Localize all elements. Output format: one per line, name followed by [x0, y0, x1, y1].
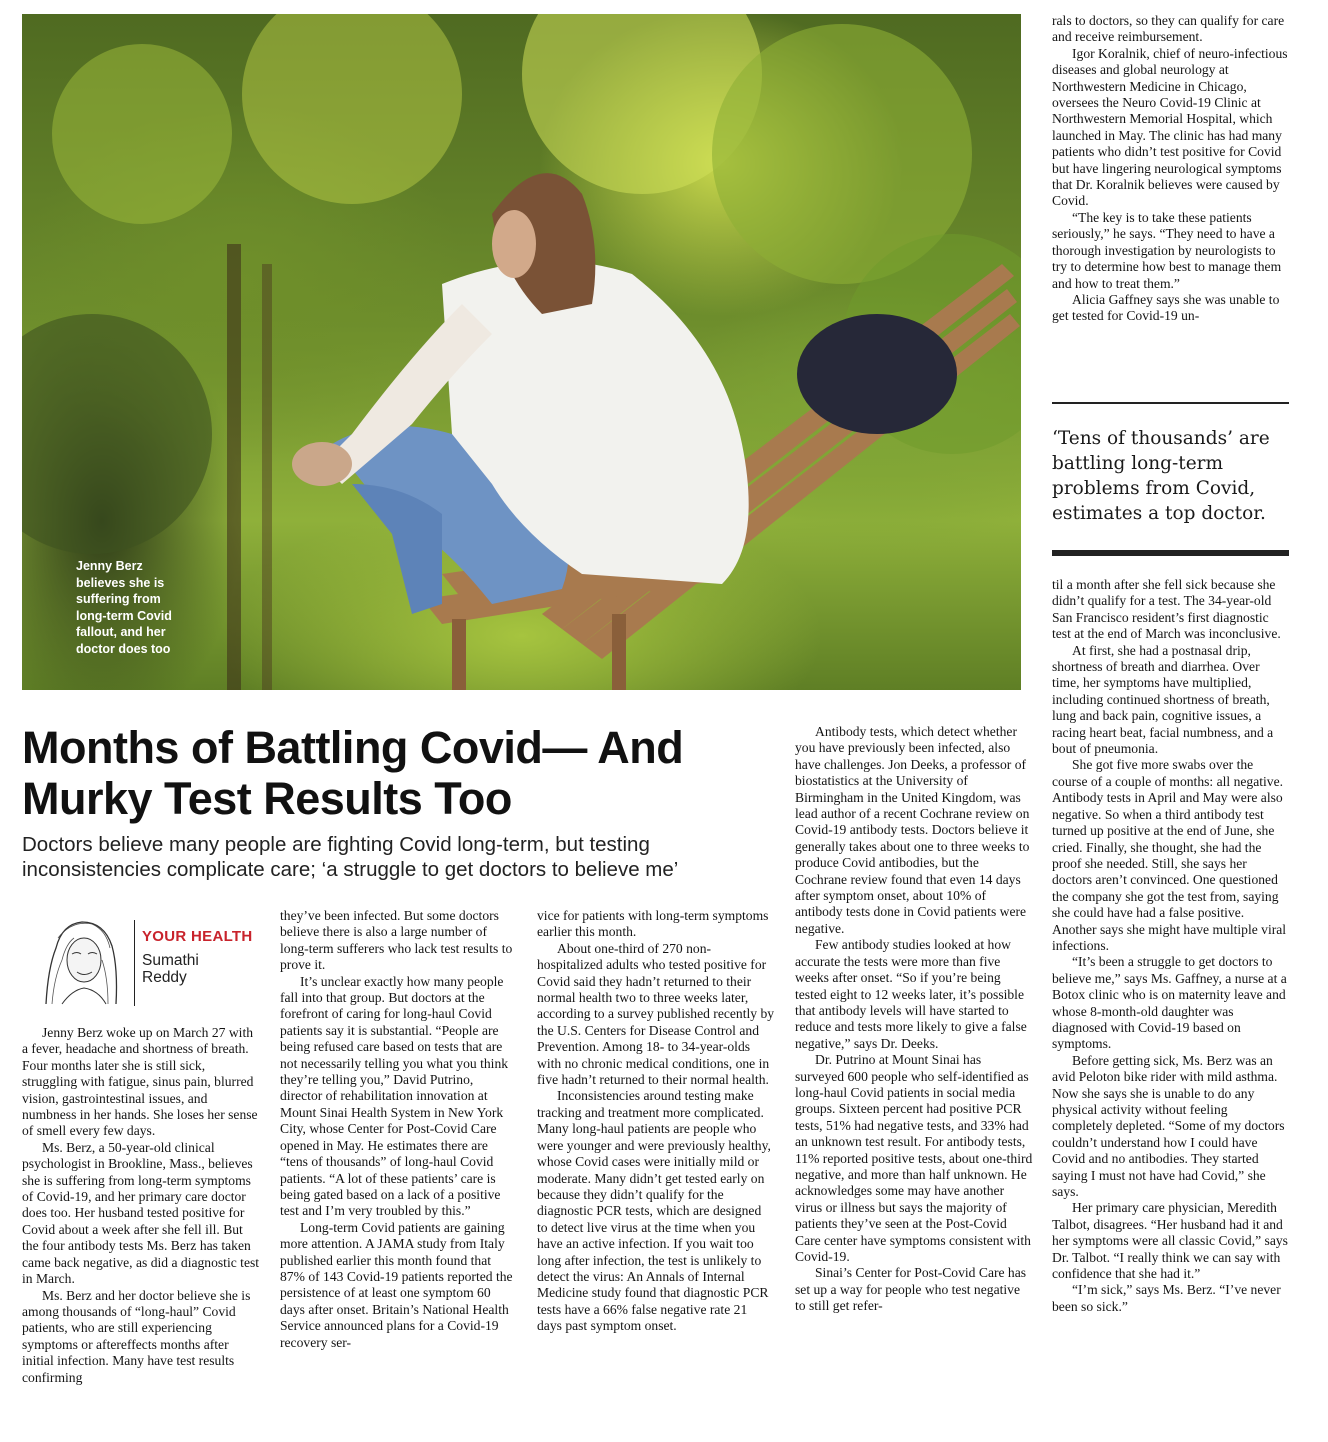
column-name: YOUR HEALTH: [142, 928, 253, 945]
byline-divider: [134, 920, 135, 1006]
paragraph: At first, she had a postnasal drip, shortness of breath and diarrhea. Over time, her symptoms have multiplied, including continued shortness of breath, lung and back pain, cognitive issues, a racing heart beat, facial numbness, and a bout of pneumonia.: [1052, 642, 1274, 757]
paragraph: Few antibody studies looked at how accurate the tests were more than five weeks after onset. “So if you’re being tested eight to 12 weeks later, it’s possible that antibody levels will have started to reduce and tests more likely to give a false negative,” says Dr. Deeks.: [795, 937, 1027, 1051]
paragraph: Ms. Berz, a 50-year-old clinical psychologist in Brookline, Mass., believes she is suffering from long-term symptoms of Covid-19, and her primary care doctor does too. Her husband tested positive for Covid about a week after she fell ill. But the four antibody tests Ms. Berz has taken came back negative, as did a diagnostic test in March.: [22, 1139, 260, 1287]
paragraph: Inconsistencies around testing make tracking and treatment more complicated. Many long-haul patients are people who were younger and were previously healthy, whose Covid cases were initially mild or moderate. Many didn’t get tested early on because they didn’t qualify for the diagnostic PCR tests, which are designed to detect live virus at the time when you have an active infection. If you wait too long after infection, the test is unlikely to detect the virus: An Annals of Internal Medicine study found that diagnostic PCR tests have a 66% false negative rate 21 days past symptom onset.: [537, 1088, 771, 1334]
paragraph: Antibody tests, which detect whether you have previously been infected, also have challenges. Jon Deeks, a professor of biostatistics at the University of Birmingham in the United Kingdom, was lead author of a recent Cochrane review on Covid-19 antibody tests. Doctors believe it generally takes about one to three weeks to produce Covid antibodies, but the Cochrane review found that even 14 days after symptom onset, about 10% of antibody tests done in Covid patients were negative.: [795, 724, 1030, 936]
pull-quote-bottom-rule: [1052, 550, 1289, 556]
body-column-4: [795, 724, 1033, 1315]
paragraph: Dr. Putrino at Mount Sinai has surveyed 600 people who self-identified as long-haul Covid patients in social media groups. Sixteen percent had positive PCR tests, 51% had negative tests, and 33% had an unknown test result. For antibody tests, 11% reported positive tests, about one-third negative, and more than half unknown. He acknowledges some may have another virus or illness but says the majority of patients they’ve seen at the Post-Covid Care center have symptoms consistent with Covid-19.: [795, 1052, 1033, 1264]
deck: Doctors believe many people are fighting Covid long-term, but testing inconsistencies complicate care; ‘a struggle to get doctors to believe me’: [22, 833, 679, 881]
paragraph: Before getting sick, Ms. Berz was an avid Peloton bike rider with mild asthma. Now she says she is unable to do any physical activity without feeling completely depleted. “Some of my doctors couldn’t understand how I could have Covid and no antibodies. They started saying I must not have had Covid,” she says.: [1052, 1052, 1285, 1200]
paragraph: Igor Koralnik, chief of neuro-infectious diseases and global neurology at Northwestern Medicine in Chicago, oversees the Neuro Covid-19 Clinic at Northwestern Memorial Hospital, which launched in May. The clinic has had many patients who didn’t test positive for Covid but have lingering neurological symptoms that Dr. Koralnik believes were caused by Covid.: [1052, 45, 1288, 209]
body-column-5-bottom: [1052, 577, 1290, 1315]
paragraph: “I’m sick,” says Ms. Berz. “I’ve never been so sick.”: [1052, 1282, 1281, 1314]
paragraph: Alicia Gaffney says she was unable to get tested for Covid-19 un-: [1052, 291, 1280, 324]
byline: [22, 908, 262, 1008]
pull-quote-top-rule: [1052, 402, 1289, 404]
paragraph: they’ve been infected. But some doctors believe there is also a large number of long-term sufferers who lack test results to prove it.: [280, 908, 513, 973]
paragraph: til a month after she fell sick because she didn’t qualify for a test. The 34-year-old San Francisco resident’s first diagnostic test at the end of March was inconclusive.: [1052, 577, 1281, 642]
body-column-5-top: [1052, 13, 1290, 325]
paragraph: Long-term Covid patients are gaining more attention. A JAMA study from Italy published earlier this month found that 87% of 143 Covid-19 patients reported the persistence of at least one symptom 60 days after onset. Britain’s National Health Service announced plans for a Covid-19 recovery ser-: [280, 1219, 513, 1350]
body-column-1: [22, 1025, 260, 1386]
paragraph: “It’s been a struggle to get doctors to believe me,” says Ms. Gaffney, a nurse at a Botox clinic who is on maternity leave and whose 8-month-old daughter was diagnosed with Covid-19 based on symptoms.: [1052, 954, 1287, 1052]
pull-quote: ‘Tens of thousands’ are battling long-term problems from Covid, estimates a top doctor.: [1052, 428, 1270, 524]
author-portrait-sketch: [22, 908, 130, 1006]
paragraph: Jenny Berz woke up on March 27 with a fever, headache and shortness of breath. Four months later she is still sick, struggling with fatigue, sinus pain, blurred vision, gastrointestinal issues, and numbness in her hands. She loses her sense of smell every few days.: [22, 1025, 258, 1139]
paragraph: It’s unclear exactly how many people fall into that group. But doctors at the forefront of caring for long-haul Covid patients say it is substantial. “People are being refused care based on tests that are not necessarily telling you what you think they’re telling you,” David Putrino, director of rehabilitation innovation at Mount Sinai Health System in New York City, whose Center for Post-Covid Care opened in May. He estimates there are “tens of thousands” of long-haul Covid patients. “A lot of these patients’ care is being gated based on a lack of a positive test and I’m very troubled by this.”: [280, 973, 509, 1219]
photo-caption: Jenny Berz believes she is suffering from long-term Covid fallout, and her doctor does too: [76, 559, 172, 656]
paragraph: Ms. Berz and her doctor believe she is among thousands of “long-haul” Covid patients, who are still experiencing symptoms or aftereffects months after initial infection. Many have test results confirming: [22, 1287, 251, 1385]
body-column-2: [280, 908, 518, 1351]
paragraph: Her primary care physician, Meredith Talbot, disagrees. “Her husband had it and her symptoms were all classic Covid,” says Dr. Talbot. “I really think we can say with confidence that she had it.”: [1052, 1200, 1288, 1282]
paragraph: “The key is to take these patients seriously,” he says. “They need to have a thorough investigation by neurologists to try to determine how best to manage them and how to treat them.”: [1052, 209, 1282, 291]
body-column-3: [537, 908, 775, 1335]
author-name: Sumathi Reddy: [142, 952, 199, 986]
article-photo: [22, 14, 1021, 690]
paragraph: About one-third of 270 non-hospitalized adults who tested positive for Covid said they hadn’t returned to their normal health two to three weeks later, according to a survey published recently by the U.S. Centers for Disease Control and Prevention. Among 18- to 34-year-olds with no chronic medical conditions, one in five hadn’t returned to their normal health.: [537, 940, 775, 1088]
paragraph: rals to doctors, so they can qualify for care and receive reimbursement.: [1052, 13, 1285, 45]
paragraph: vice for patients with long-term symptoms earlier this month.: [537, 908, 769, 940]
paragraph: She got five more swabs over the course of a couple of months: all negative. Antibody tests in April and May were also negative. So when a third antibody test turned up positive at the end of June, she cried. Finally, she thought, she had the proof she needed. Still, she says her doctors aren’t convinced. One questioned the company she got the test from, saying she could have had a false positive. Another says she might have multiple viral infections.: [1052, 757, 1287, 953]
paragraph: Sinai’s Center for Post-Covid Care has set up a way for people who test negative to still get refer-: [795, 1265, 1027, 1314]
headline: Months of Battling Covid— And Murky Test Results Too: [22, 722, 684, 824]
